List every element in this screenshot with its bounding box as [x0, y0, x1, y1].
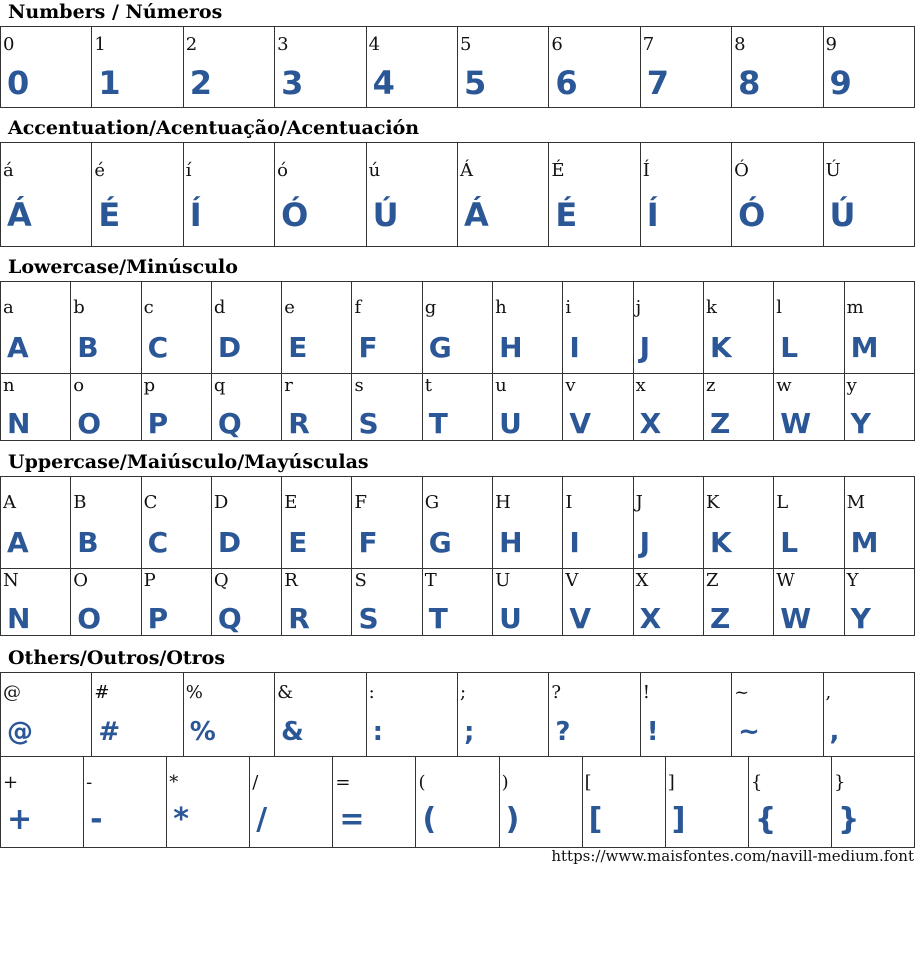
glyph-sample: S — [358, 407, 379, 440]
glyph-sample: T — [428, 407, 448, 440]
glyph-cell — [367, 143, 458, 247]
glyph-sample: U — [499, 602, 522, 635]
glyph-cell — [493, 477, 563, 569]
glyph-sample: W — [780, 407, 812, 440]
glyph-cell — [275, 673, 366, 757]
glyph-cell — [142, 567, 212, 636]
glyph-label: s — [354, 375, 364, 396]
glyph-label: X — [635, 570, 649, 591]
glyph-sample: O — [77, 407, 102, 440]
glyph-label: K — [705, 492, 720, 513]
glyph-sample: B — [77, 526, 99, 559]
glyph-label: & — [277, 682, 294, 703]
glyph-sample: W — [780, 602, 812, 635]
glyph-cell — [71, 282, 141, 374]
glyph-label: Y — [846, 570, 859, 591]
glyph-sample: D — [217, 526, 242, 559]
glyph-sample: Ó — [738, 196, 766, 234]
glyph-sample: ) — [505, 802, 520, 837]
glyph-sample: O — [77, 602, 102, 635]
grid-numbers — [0, 26, 915, 108]
glyph-cell — [824, 673, 915, 757]
glyph-sample: + — [7, 802, 33, 837]
glyph-label: E — [284, 492, 298, 513]
glyph-label: p — [143, 375, 156, 396]
glyph-cell — [704, 477, 774, 569]
glyph-cell — [824, 143, 915, 247]
section-title-others: Others/Outros/Otros — [8, 647, 226, 669]
glyph-sample: N — [7, 602, 31, 635]
glyph-cell — [367, 27, 458, 108]
glyph-label: ú — [368, 160, 381, 181]
glyph-sample: 9 — [829, 64, 852, 102]
glyph-label: h — [495, 297, 507, 318]
glyph-cell — [549, 673, 640, 757]
glyph-label: ( — [418, 772, 426, 793]
glyph-sample: ; — [463, 717, 475, 747]
glyph-sample: P — [147, 602, 169, 635]
glyph-cell — [845, 282, 915, 374]
grid-accents — [0, 142, 915, 247]
glyph-label: ) — [501, 772, 509, 793]
glyph-cell — [423, 567, 493, 636]
glyph-sample: Ó — [281, 196, 309, 234]
glyph-label: W — [776, 570, 795, 591]
glyph-cell — [142, 477, 212, 569]
glyph-sample: 3 — [281, 64, 304, 102]
glyph-label: ? — [551, 682, 561, 703]
glyph-label: ó — [277, 160, 289, 181]
glyph-sample: = — [339, 802, 365, 837]
section-title-numbers: Numbers / Números — [8, 1, 223, 23]
glyph-sample: Y — [850, 602, 871, 635]
glyph-cell — [282, 372, 352, 441]
glyph-sample: , — [829, 717, 840, 747]
glyph-label: ; — [459, 682, 467, 703]
glyph-sample: { — [754, 802, 777, 837]
glyph-sample: E — [288, 526, 308, 559]
glyph-label: Í — [642, 160, 650, 181]
glyph-label: é — [94, 160, 106, 181]
glyph-sample: @ — [7, 717, 33, 747]
glyph-cell — [416, 757, 499, 848]
glyph-label: 1 — [94, 34, 106, 55]
glyph-sample: 6 — [555, 64, 578, 102]
glyph-sample: E — [288, 331, 308, 364]
glyph-sample: N — [7, 407, 31, 440]
glyph-label: M — [846, 492, 865, 513]
glyph-label: H — [495, 492, 511, 513]
grid-lowercase-row1 — [0, 281, 915, 374]
glyph-label: @ — [3, 682, 21, 703]
glyph-cell — [352, 567, 422, 636]
glyph-cell — [549, 27, 640, 108]
glyph-label: b — [73, 297, 85, 318]
section-title-lowercase: Lowercase/Minúsculo — [8, 256, 238, 278]
glyph-sample: V — [569, 602, 592, 635]
glyph-cell — [212, 477, 282, 569]
glyph-label: c — [143, 297, 154, 318]
glyph-cell — [774, 567, 844, 636]
glyph-sample: 1 — [98, 64, 121, 102]
glyph-sample: 7 — [646, 64, 669, 102]
glyph-cell — [423, 282, 493, 374]
glyph-cell — [493, 282, 563, 374]
glyph-sample: / — [256, 802, 268, 837]
glyph-sample: C — [147, 526, 169, 559]
glyph-label: ~ — [734, 682, 750, 703]
glyph-label: , — [825, 682, 832, 703]
glyph-label: J — [635, 492, 643, 513]
glyph-cell — [250, 757, 333, 848]
glyph-sample: M — [850, 526, 879, 559]
glyph-label: O — [73, 570, 89, 591]
section-title-uppercase: Uppercase/Maiúsculo/Mayúsculas — [8, 451, 369, 473]
glyph-sample: É — [555, 196, 578, 234]
glyph-cell — [1, 143, 92, 247]
glyph-sample: ( — [422, 802, 437, 837]
glyph-sample: G — [428, 526, 452, 559]
glyph-cell — [845, 372, 915, 441]
glyph-cell — [458, 27, 549, 108]
glyph-cell — [458, 673, 549, 757]
glyph-cell — [845, 477, 915, 569]
glyph-label: 8 — [734, 34, 746, 55]
glyph-cell — [641, 27, 732, 108]
glyph-sample: T — [428, 602, 448, 635]
grid-lowercase-row2 — [0, 372, 915, 441]
glyph-label: * — [169, 772, 179, 793]
glyph-label: } — [833, 772, 846, 793]
glyph-cell — [184, 143, 275, 247]
glyph-cell — [666, 757, 749, 848]
glyph-sample: 8 — [738, 64, 761, 102]
glyph-cell — [1, 673, 92, 757]
glyph-label: ] — [667, 772, 675, 793]
glyph-sample: P — [147, 407, 169, 440]
glyph-sample: É — [98, 196, 121, 234]
glyph-sample: ] — [671, 802, 686, 837]
glyph-label: l — [776, 297, 783, 318]
glyph-sample: D — [217, 331, 242, 364]
glyph-cell — [282, 282, 352, 374]
glyph-label: z — [705, 375, 716, 396]
glyph-cell — [704, 282, 774, 374]
glyph-label: N — [3, 570, 19, 591]
glyph-cell — [1, 372, 71, 441]
glyph-cell — [212, 282, 282, 374]
glyph-sample: 2 — [189, 64, 213, 102]
glyph-label: k — [705, 297, 717, 318]
glyph-label: % — [185, 682, 203, 703]
glyph-label: F — [354, 492, 367, 513]
glyph-cell — [774, 477, 844, 569]
glyph-cell — [92, 27, 183, 108]
glyph-label: S — [354, 570, 367, 591]
glyph-sample: Z — [709, 602, 731, 635]
glyph-sample: ~ — [738, 717, 760, 747]
glyph-sample: I — [569, 331, 580, 364]
glyph-label: U — [495, 570, 511, 591]
glyph-label: T — [424, 570, 437, 591]
glyph-cell — [71, 477, 141, 569]
glyph-cell — [493, 567, 563, 636]
glyph-cell — [282, 567, 352, 636]
glyph-cell — [832, 757, 915, 848]
glyph-cell — [732, 673, 823, 757]
glyph-cell — [184, 673, 275, 757]
glyph-cell — [493, 372, 563, 441]
glyph-cell — [1, 477, 71, 569]
glyph-label: i — [565, 297, 572, 318]
glyph-cell — [333, 757, 416, 848]
glyph-sample: F — [358, 331, 378, 364]
glyph-label: y — [846, 375, 857, 396]
glyph-label: 5 — [459, 34, 472, 55]
glyph-sample: L — [780, 331, 799, 364]
glyph-label: x — [635, 375, 646, 396]
glyph-sample: Q — [217, 602, 242, 635]
glyph-cell — [367, 673, 458, 757]
glyph-label: 4 — [368, 34, 381, 55]
glyph-label: R — [284, 570, 298, 591]
glyph-label: f — [354, 297, 362, 318]
glyph-cell — [92, 673, 183, 757]
glyph-cell — [549, 143, 640, 247]
glyph-sample: Í — [646, 196, 659, 234]
glyph-cell — [142, 372, 212, 441]
glyph-sample: X — [639, 602, 662, 635]
glyph-cell — [92, 143, 183, 247]
glyph-cell — [458, 143, 549, 247]
glyph-label: 2 — [185, 34, 198, 55]
glyph-label: í — [185, 160, 192, 181]
grid-others-row2 — [0, 756, 915, 848]
glyph-sample: & — [281, 717, 304, 747]
glyph-cell — [641, 673, 732, 757]
glyph-cell — [71, 372, 141, 441]
glyph-cell — [1, 567, 71, 636]
grid-uppercase-row1 — [0, 476, 915, 569]
glyph-sample: % — [189, 717, 216, 747]
glyph-label: [ — [584, 772, 592, 793]
glyph-label: 7 — [642, 34, 655, 55]
glyph-cell — [774, 372, 844, 441]
glyph-cell — [641, 143, 732, 247]
glyph-sample: Á — [463, 196, 489, 234]
glyph-sample: H — [499, 526, 523, 559]
glyph-label: A — [3, 492, 16, 513]
glyph-sample: ? — [555, 717, 571, 747]
glyph-sample: G — [428, 331, 452, 364]
glyph-label: 9 — [825, 34, 837, 55]
glyph-cell — [704, 372, 774, 441]
glyph-cell — [563, 372, 633, 441]
glyph-sample: 5 — [463, 64, 487, 102]
glyph-label: Z — [705, 570, 719, 591]
glyph-sample: : — [372, 717, 383, 747]
glyph-label: = — [335, 772, 351, 793]
glyph-label: V — [565, 570, 579, 591]
glyph-cell — [845, 567, 915, 636]
glyph-cell — [634, 282, 704, 374]
glyph-sample: U — [499, 407, 522, 440]
glyph-label: 0 — [3, 34, 15, 55]
glyph-label: + — [3, 772, 19, 793]
glyph-sample: - — [90, 802, 103, 837]
glyph-label: e — [284, 297, 295, 318]
glyph-cell — [500, 757, 583, 848]
source-url: https://www.maisfontes.com/navill-medium.font — [551, 847, 914, 865]
grid-others-row1 — [0, 672, 915, 757]
glyph-label: m — [846, 297, 864, 318]
grid-uppercase-row2 — [0, 567, 915, 636]
glyph-label: o — [73, 375, 85, 396]
glyph-cell — [732, 27, 823, 108]
glyph-label: n — [3, 375, 15, 396]
glyph-cell — [583, 757, 666, 848]
glyph-cell — [352, 282, 422, 374]
section-title-accents: Accentuation/Acentuação/Acentuación — [8, 117, 420, 139]
glyph-sample: C — [147, 331, 169, 364]
glyph-cell — [167, 757, 250, 848]
glyph-label: L — [776, 492, 789, 513]
glyph-sample: R — [288, 602, 310, 635]
glyph-label: P — [143, 570, 156, 591]
glyph-label: w — [776, 375, 792, 396]
glyph-sample: A — [7, 526, 29, 559]
glyph-label: a — [3, 297, 14, 318]
glyph-label: á — [3, 160, 14, 181]
glyph-cell — [275, 143, 366, 247]
glyph-label: u — [495, 375, 507, 396]
glyph-label: d — [213, 297, 226, 318]
glyph-label: t — [424, 375, 433, 396]
glyph-cell — [423, 477, 493, 569]
glyph-label: q — [213, 375, 226, 396]
glyph-label: { — [750, 772, 763, 793]
glyph-cell — [184, 27, 275, 108]
glyph-sample: X — [639, 407, 662, 440]
glyph-sample: # — [98, 717, 121, 747]
glyph-cell — [423, 372, 493, 441]
glyph-sample: M — [850, 331, 879, 364]
glyph-sample: J — [639, 526, 651, 559]
glyph-cell — [212, 372, 282, 441]
glyph-label: v — [565, 375, 576, 396]
glyph-cell — [275, 27, 366, 108]
glyph-sample: J — [639, 331, 651, 364]
glyph-label: I — [565, 492, 573, 513]
glyph-sample: 4 — [372, 64, 395, 102]
glyph-cell — [563, 282, 633, 374]
glyph-sample: Á — [7, 196, 32, 234]
glyph-cell — [749, 757, 832, 848]
glyph-sample: } — [837, 802, 860, 837]
glyph-label: 6 — [551, 34, 563, 55]
glyph-sample: I — [569, 526, 580, 559]
glyph-label: g — [424, 297, 437, 318]
glyph-sample: 0 — [7, 64, 30, 102]
glyph-sample: ! — [646, 717, 659, 747]
glyph-cell — [1, 27, 92, 108]
glyph-label: - — [86, 772, 93, 793]
glyph-label: # — [94, 682, 110, 703]
glyph-cell — [732, 143, 823, 247]
glyph-sample: K — [709, 526, 732, 559]
glyph-cell — [212, 567, 282, 636]
glyph-cell — [84, 757, 167, 848]
glyph-sample: * — [173, 802, 189, 837]
glyph-cell — [634, 567, 704, 636]
glyph-cell — [1, 757, 84, 848]
glyph-cell — [282, 477, 352, 569]
glyph-label: C — [143, 492, 158, 513]
glyph-label: Á — [459, 160, 473, 181]
glyph-label: B — [73, 492, 87, 513]
glyph-cell — [352, 477, 422, 569]
glyph-cell — [1, 282, 71, 374]
glyph-sample: V — [569, 407, 592, 440]
glyph-sample: B — [77, 331, 99, 364]
glyph-cell — [634, 477, 704, 569]
glyph-sample: H — [499, 331, 523, 364]
glyph-label: G — [424, 492, 440, 513]
glyph-cell — [563, 567, 633, 636]
glyph-sample: Q — [217, 407, 242, 440]
glyph-cell — [71, 567, 141, 636]
glyph-label: Ú — [825, 160, 841, 181]
glyph-sample: Ú — [829, 196, 856, 234]
glyph-sample: Y — [850, 407, 871, 440]
glyph-label: Q — [213, 570, 229, 591]
glyph-cell — [704, 567, 774, 636]
glyph-sample: L — [780, 526, 799, 559]
glyph-cell — [774, 282, 844, 374]
glyph-label: 3 — [277, 34, 289, 55]
glyph-label: j — [635, 297, 642, 318]
glyph-cell — [634, 372, 704, 441]
glyph-label: : — [368, 682, 375, 703]
glyph-sample: [ — [588, 802, 603, 837]
glyph-sample: S — [358, 602, 379, 635]
glyph-cell — [142, 282, 212, 374]
glyph-sample: K — [709, 331, 732, 364]
glyph-sample: Í — [189, 196, 202, 234]
glyph-label: D — [213, 492, 229, 513]
glyph-cell — [563, 477, 633, 569]
glyph-label: Ó — [734, 160, 749, 181]
glyph-label: ! — [642, 682, 650, 703]
glyph-cell — [824, 27, 915, 108]
glyph-sample: R — [288, 407, 310, 440]
glyph-sample: F — [358, 526, 378, 559]
glyph-label: / — [252, 772, 259, 793]
glyph-cell — [352, 372, 422, 441]
glyph-sample: A — [7, 331, 29, 364]
glyph-label: É — [551, 160, 565, 181]
glyph-sample: Z — [709, 407, 731, 440]
glyph-label: r — [284, 375, 293, 396]
glyph-sample: Ú — [372, 196, 399, 234]
